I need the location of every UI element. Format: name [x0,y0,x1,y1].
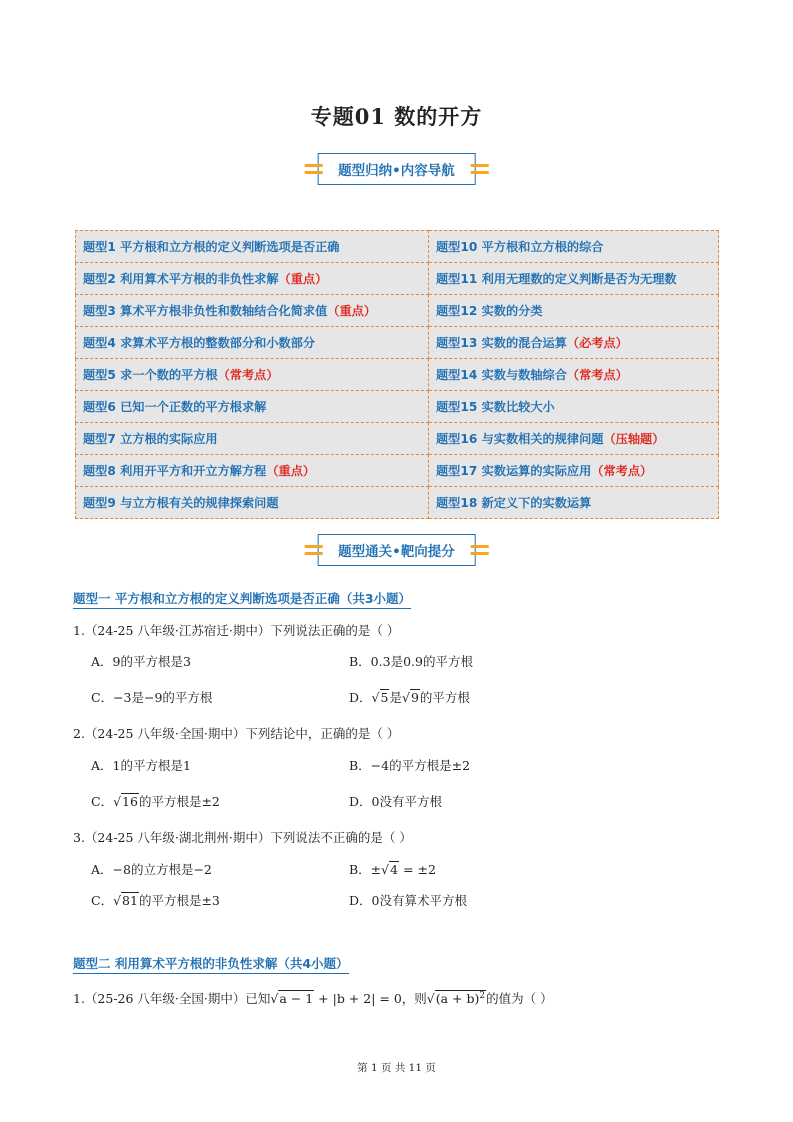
toc-item-label: 题型13 实数的混合运算 [436,336,567,350]
option-a: A．−8的立方根是−2 [91,862,212,877]
toc-item-label: 题型16 与实数相关的规律问题 [436,432,604,446]
practice-tag [304,533,489,566]
toc-row [76,327,719,359]
toc-item[interactable] [429,231,719,263]
toc-item-tag: （常考点） [591,464,653,478]
radicand: a − 1 [279,991,314,1006]
toc-item[interactable] [429,487,719,519]
radicand: 9 [410,690,419,705]
question-stem: 2.（24-25 八年级·全国·期中）下列结论中，正确的是（ ） [73,726,400,741]
tag-decoration-icon [304,161,322,177]
radicand: $(a + b)^2$ [435,990,486,1006]
toc-item[interactable] [429,327,719,359]
toc-row [76,263,719,295]
toc-item[interactable] [76,391,429,423]
toc-item-tag: （常考点） [566,368,628,382]
toc-row [76,391,719,423]
topic-navigation-table [75,230,719,519]
radicand: 4 [390,862,399,877]
toc-item-label: 题型2 利用算术平方根的非负性求解 [83,272,279,286]
page-footer: 第 1 页 共 11 页 [357,1062,436,1074]
option-d: D．0没有算术平方根 [349,893,467,908]
toc-row [76,231,719,263]
section-heading: 题型二 利用算术平方根的非负性求解（共4小题） [73,954,349,974]
toc-item-label: 题型15 实数比较大小 [436,400,555,414]
toc-item-label: 题型7 立方根的实际应用 [83,432,218,446]
toc-row [76,359,719,391]
option-b: B．±√4 = ±2 [349,862,436,877]
page-title: 专题01 数的开方 [310,104,483,129]
toc-item-label: 题型12 实数的分类 [436,304,543,318]
option-c: C．√81的平方根是±3 [91,893,220,908]
tag-decoration-icon [304,542,322,558]
toc-item[interactable] [429,359,719,391]
radicand: 5 [380,690,389,705]
toc-item-tag: （压轴题） [603,432,665,446]
toc-item[interactable] [76,231,429,263]
nav-tag [304,152,489,185]
toc-item-label: 题型3 算术平方根非负性和数轴结合化简求值 [83,304,328,318]
toc-item[interactable] [76,295,429,327]
option-a: A．9的平方根是3 [91,654,191,669]
radicand: 81 [122,893,138,908]
toc-item[interactable] [76,263,429,295]
option-d: D．0没有平方根 [349,794,442,809]
toc-item[interactable] [76,359,429,391]
practice-tag-label: 题型通关•靶向提分 [317,534,476,566]
toc-item-tag: （重点） [278,272,328,286]
toc-item-label: 题型6 已知一个正数的平方根求解 [83,400,267,414]
radicand: 16 [122,794,138,809]
toc-row [76,423,719,455]
toc-item[interactable] [76,423,429,455]
section-heading: 题型一 平方根和立方根的定义判断选项是否正确（共3小题） [73,589,411,609]
toc-item-label: 题型8 利用开平方和开立方解方程 [83,464,267,478]
toc-item-label: 题型14 实数与数轴综合 [436,368,567,382]
toc-item[interactable] [76,455,429,487]
toc-item-label: 题型4 求算术平方根的整数部分和小数部分 [83,336,316,350]
option-c: C．√16的平方根是±2 [91,794,220,809]
toc-item-tag: （必考点） [566,336,628,350]
option-b: B．0.3是0.9的平方根 [349,654,473,669]
question-stem: 1.（24-25 八年级·江苏宿迁·期中）下列说法正确的是（ ） [73,623,400,638]
toc-item-tag: （常考点） [217,368,279,382]
toc-item-label: 题型18 新定义下的实数运算 [436,496,592,510]
toc-item[interactable] [429,455,719,487]
tag-decoration-icon [471,542,489,558]
toc-row [76,455,719,487]
option-a: A．1的平方根是1 [91,758,191,773]
toc-item[interactable] [429,263,719,295]
toc-item-label: 题型11 利用无理数的定义判断是否为无理数 [436,272,677,286]
toc-item-tag: （重点） [327,304,377,318]
toc-item-label: 题型5 求一个数的平方根 [83,368,218,382]
nav-tag-label: 题型归纳•内容导航 [317,153,476,185]
option-d: D．√5是√9的平方根 [349,690,470,705]
toc-item-label: 题型17 实数运算的实际应用 [436,464,592,478]
question-stem: 1.（25-26 八年级·全国·期中）已知√a − 1 + |b + 2| = 0，则$√(a + b)^2$的值为（ ） [73,990,553,1006]
toc-row [76,295,719,327]
question-stem: 3.（24-25 八年级·湖北荆州·期中）下列说法不正确的是（ ） [73,830,412,845]
toc-item-label: 题型9 与立方根有关的规律探索问题 [83,496,279,510]
option-c: C．−3是−9的平方根 [91,690,213,705]
toc-item[interactable] [429,423,719,455]
toc-item-label: 题型10 平方根和立方根的综合 [436,240,604,254]
toc-item[interactable] [76,327,429,359]
toc-item[interactable] [429,295,719,327]
toc-item-tag: （重点） [266,464,316,478]
toc-row [76,487,719,519]
toc-item[interactable] [76,487,429,519]
tag-decoration-icon [471,161,489,177]
toc-item[interactable] [429,391,719,423]
option-b: B．−4的平方根是±2 [349,758,471,773]
toc-item-label: 题型1 平方根和立方根的定义判断选项是否正确 [83,240,340,254]
